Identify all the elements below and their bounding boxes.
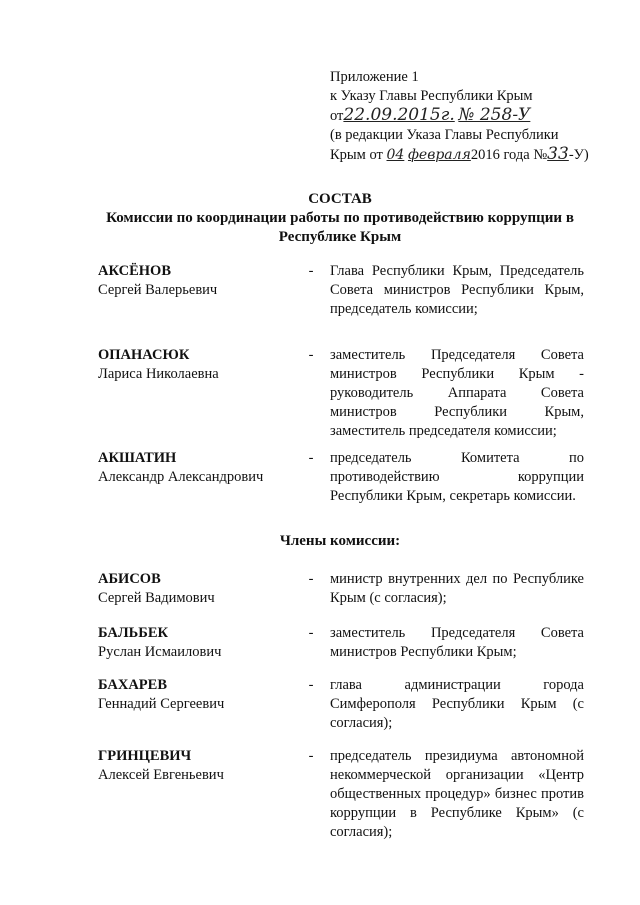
member-given-name: Александр Александрович [98,469,264,485]
member-given-name: Лариса Николаевна [98,366,219,382]
member-role: заместитель Председателя Совета министров Республики Крым - руководитель Аппарата Совета министров Республики Крым, заместитель председателя комиссии; [330,347,584,439]
member-role: глава администрации города Симферополя Республики Крым (с согласия); [330,677,584,731]
member-surname: АБИСОВ [98,571,161,587]
member-surname: ГРИНЦЕВИЧ [98,748,192,764]
member-name [98,747,298,785]
member-given-name: Алексей Евгеньевич [98,767,224,783]
member-dash: - [308,450,314,466]
member-surname: АКСЁНОВ [98,263,171,279]
member-name [98,449,298,487]
member-surname: АКШАТИН [98,450,177,466]
member-surname: ОПАНАСЮК [98,347,190,363]
member-name [98,676,298,714]
member-given-name: Сергей Валерьевич [98,282,218,298]
appendix-revision-line: (в редакции Указа Главы Республики [330,127,559,143]
member-name [98,624,298,662]
member-surname: БАХАРЕВ [98,677,168,693]
handwritten-month: февраля [407,147,471,163]
date-prefix: от [330,108,344,124]
member-name [98,262,298,300]
member-role: заместитель Председателя Совета министров Республики Крым; [330,625,584,660]
handwritten-revision-number: 33 [547,144,569,164]
member-given-name: Геннадий Сергеевич [98,696,225,712]
revision-year: 2016 года № [470,147,548,163]
member-role: председатель президиума автономной некоммерческой организации «Центр общественных процедур» бизнес против коррупции в Республике Крым» (с согласия); [330,748,584,840]
member-surname: БАЛЬБЕК [98,625,169,641]
appendix-decree-ref: к Указу Главы Республики Крым [330,88,533,104]
title-subheading: Комиссии по координации работы по противодействию коррупции в Республике Крым [106,210,574,245]
member-dash: - [308,347,314,363]
member-given-name: Руслан Исмаилович [98,644,222,660]
member-name [98,346,298,384]
member-given-name: Сергей Вадимович [98,590,215,606]
title-heading: СОСТАВ [308,191,372,207]
revision-suffix: -У) [568,147,589,163]
handwritten-decree-number: № 258-У [458,105,531,125]
member-name [98,570,298,608]
member-role: министр внутренних дел по Республике Крым (с согласия); [330,571,584,606]
document-title [80,190,600,247]
member-role: Глава Республики Крым, Председатель Совета министров Республики Крым, председатель комиссии; [330,263,584,317]
member-role: председатель Комитета по противодействию коррупции Республики Крым, секретарь комиссии. [330,450,584,504]
member-dash: - [308,625,314,641]
handwritten-day: 04 [386,147,405,163]
appendix-header [330,68,630,165]
member-dash: - [308,748,314,764]
member-dash: - [308,263,314,279]
member-dash: - [308,571,314,587]
appendix-number: Приложение 1 [330,69,419,85]
revision-prefix: Крым от [330,147,383,163]
members-heading: Члены комиссии: [279,533,401,549]
handwritten-date: 22.09.2015г. [343,105,455,125]
appendix-revision-date-line [330,145,630,165]
member-dash: - [308,677,314,693]
appendix-decree-date-line [330,106,630,126]
